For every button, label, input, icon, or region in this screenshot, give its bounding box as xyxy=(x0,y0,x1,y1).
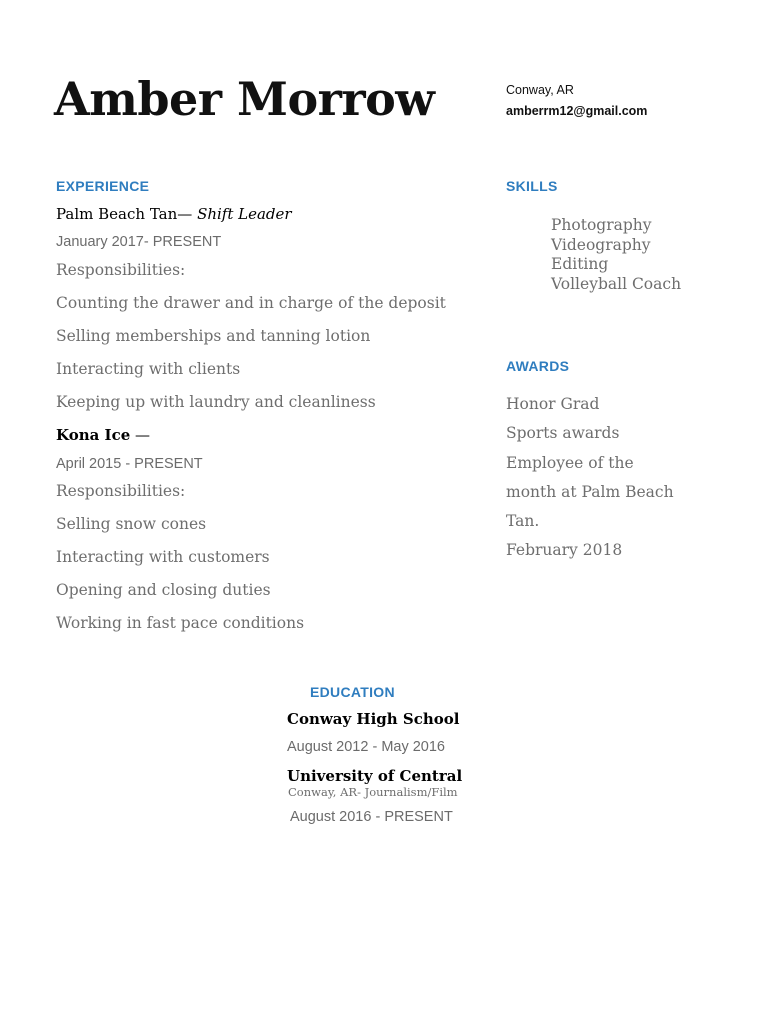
responsibility-item: Interacting with customers xyxy=(56,548,270,566)
job-separator: — xyxy=(135,426,151,444)
responsibilities-label: Responsibilities: xyxy=(56,482,186,500)
responsibility-item: Opening and closing duties xyxy=(56,581,271,599)
award-date: February 2018 xyxy=(506,541,623,560)
job-role: Shift Leader xyxy=(197,205,292,223)
skill-item: Photography xyxy=(551,216,652,234)
responsibility-item: Keeping up with laundry and cleanliness xyxy=(56,393,376,411)
awards-heading: AWARDS xyxy=(506,358,570,374)
awards-text xyxy=(506,390,676,566)
responsibility-item: Working in fast pace conditions xyxy=(56,614,305,632)
responsibility-item: Interacting with clients xyxy=(56,360,241,378)
award-item: Employee of the month at Palm Beach Tan. xyxy=(506,453,674,531)
job-dates: January 2017- PRESENT xyxy=(56,234,222,250)
responsibility-item: Selling memberships and tanning lotion xyxy=(56,327,371,345)
education-heading: EDUCATION xyxy=(310,684,395,700)
responsibility-item: Counting the drawer and in charge of the deposit xyxy=(56,294,446,312)
school-detail: Conway, AR- Journalism/Film xyxy=(288,785,458,799)
job-company: Palm Beach Tan xyxy=(56,205,178,223)
job-company: Kona Ice xyxy=(56,426,131,444)
experience-heading: EXPERIENCE xyxy=(56,178,150,194)
contact-email[interactable]: amberrm12@gmail.com xyxy=(506,104,648,118)
award-item: Honor Grad xyxy=(506,395,600,413)
school-dates: August 2016 - PRESENT xyxy=(290,809,453,825)
skill-item: Editing xyxy=(551,255,609,273)
school-name: University of Central xyxy=(287,767,463,785)
responsibilities-label: Responsibilities: xyxy=(56,261,186,279)
skill-item: Volleyball Coach xyxy=(551,275,682,293)
job-title-line xyxy=(56,205,292,223)
job-dates: April 2015 - PRESENT xyxy=(56,456,203,472)
job-title-line xyxy=(56,426,150,444)
resume-name: Amber Morrow xyxy=(54,72,435,126)
school-name: Conway High School xyxy=(287,710,460,728)
responsibility-item: Selling snow cones xyxy=(56,515,207,533)
job-separator: — xyxy=(177,205,193,223)
contact-location: Conway, AR xyxy=(506,83,574,97)
award-item: Sports awards xyxy=(506,424,620,443)
skills-heading: SKILLS xyxy=(506,178,558,194)
school-dates: August 2012 - May 2016 xyxy=(287,739,445,755)
skill-item: Videography xyxy=(551,236,651,254)
